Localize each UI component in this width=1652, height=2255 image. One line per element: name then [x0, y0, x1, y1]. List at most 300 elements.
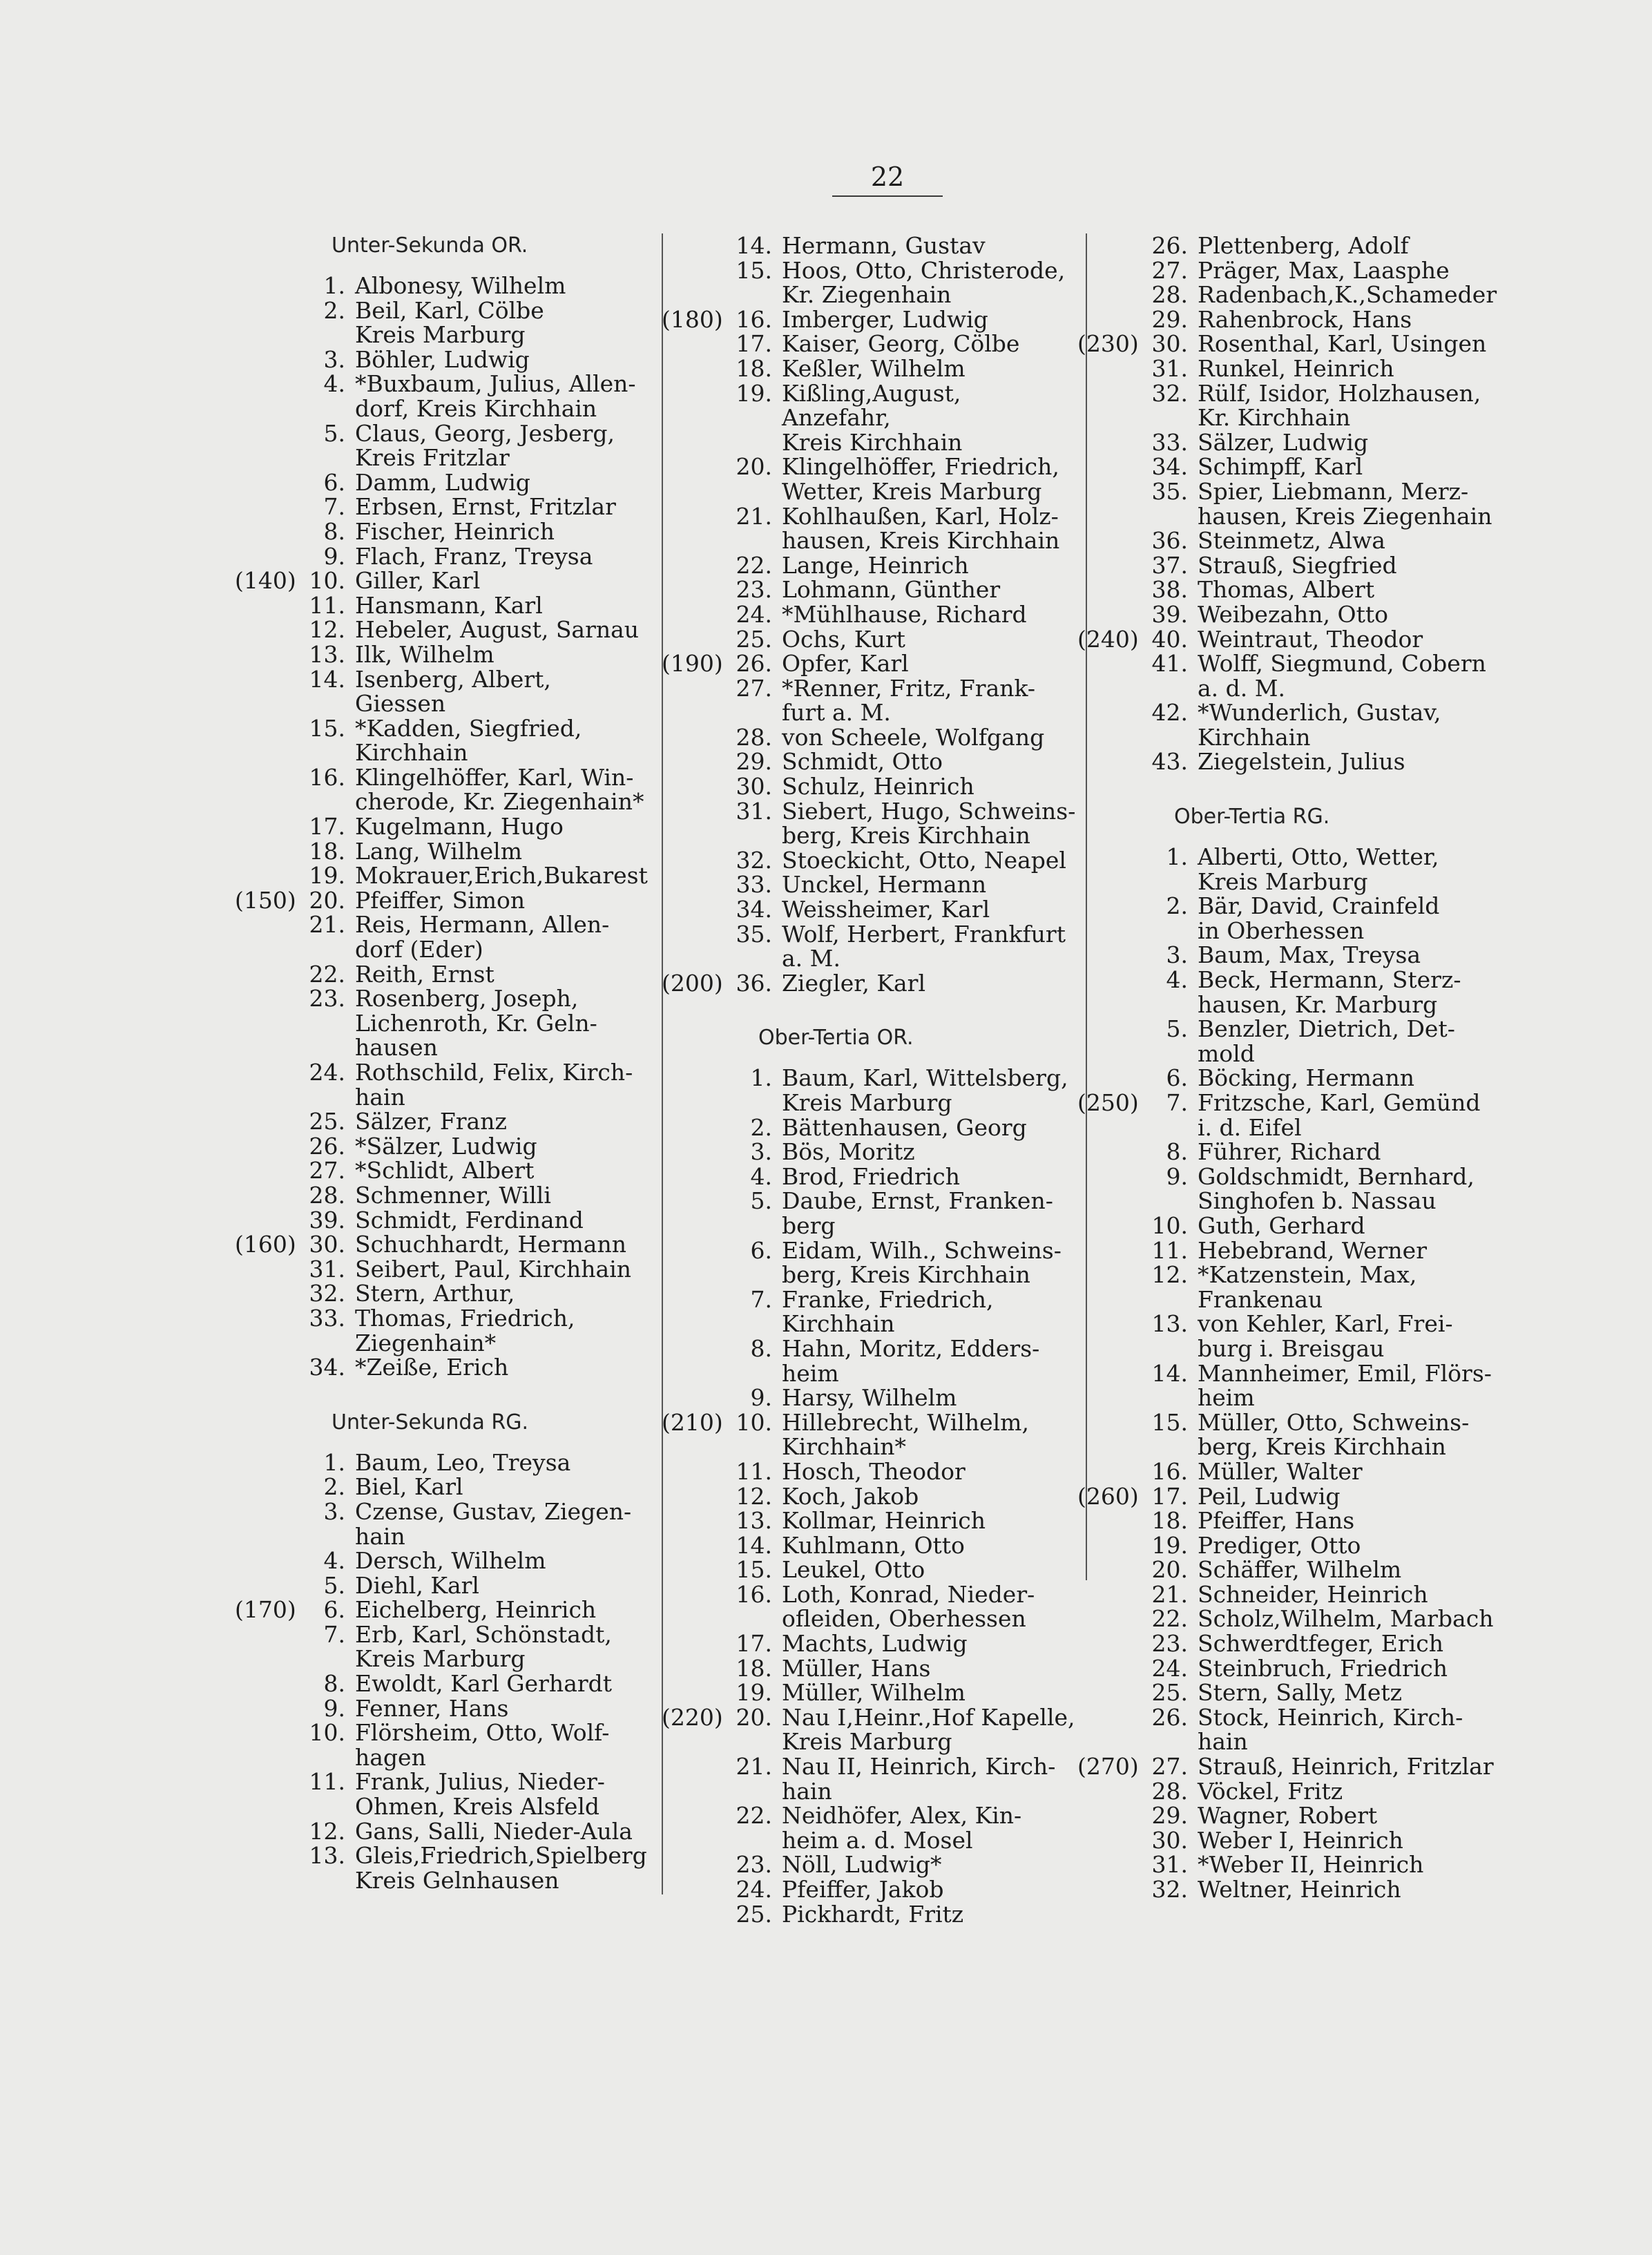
- running-count: [662, 897, 725, 922]
- entry-line: Czense, Gustav, Ziegen-: [355, 1497, 632, 1525]
- running-count: [235, 1134, 298, 1159]
- student-name: [355, 1158, 649, 1183]
- entry-number: 2.: [1166, 892, 1188, 920]
- entry-line: Schwerdtfeger, Erich: [1198, 1630, 1443, 1658]
- list-entry: [662, 356, 1076, 381]
- running-count: [235, 863, 298, 888]
- list-entry: [235, 1134, 649, 1159]
- entry-line: Steinmetz, Alwa: [1198, 527, 1385, 555]
- entry-line: von Scheele, Wolfgang: [782, 723, 1045, 751]
- list-entry: [1077, 307, 1519, 332]
- student-name: [782, 1115, 1076, 1140]
- list-entry: [1077, 1312, 1519, 1361]
- list-entry: [662, 1066, 1076, 1115]
- entry-number: 20.: [1151, 1556, 1188, 1584]
- student-name: [355, 544, 649, 569]
- student-name: [1198, 1705, 1519, 1754]
- running-count: [235, 1450, 298, 1475]
- page-number-rule: [832, 195, 943, 197]
- entry-number: 5.: [323, 419, 345, 447]
- student-name: [782, 1287, 1076, 1336]
- student-name: [782, 848, 1076, 873]
- running-count: [235, 1819, 298, 1844]
- student-name: [1198, 1410, 1519, 1459]
- entry-number: 28.: [309, 1181, 345, 1209]
- entry-line: *Schlidt, Albert: [355, 1157, 535, 1184]
- entry-line: *Zeiße, Erich: [355, 1354, 509, 1381]
- list-entry: [235, 274, 649, 298]
- list-entry: [662, 602, 1076, 627]
- running-count: [662, 1115, 725, 1140]
- running-count: [662, 1140, 725, 1164]
- running-count: [1077, 356, 1141, 381]
- list-entry: [1077, 1557, 1519, 1582]
- running-count: [1077, 258, 1141, 283]
- student-name: [782, 1140, 1076, 1164]
- list-entry: [1077, 553, 1519, 578]
- running-count: [1077, 528, 1141, 553]
- entry-number: 7.: [1166, 1089, 1188, 1116]
- entry-number: 21.: [1151, 1580, 1188, 1608]
- student-name: [1198, 332, 1519, 356]
- entry-line: Brod, Friedrich: [782, 1162, 960, 1190]
- entry-line: berg, Kreis Kirchhain: [782, 1261, 1030, 1289]
- running-count: [1077, 307, 1141, 332]
- list-entry: [1077, 1680, 1519, 1705]
- list-entry: [1077, 1263, 1519, 1312]
- entry-line: a. M.: [782, 945, 841, 972]
- running-count: [662, 1164, 725, 1189]
- entry-line: Ewoldt, Karl Gerhardt: [355, 1670, 613, 1698]
- running-count: [1077, 749, 1141, 774]
- running-count: [1077, 553, 1141, 578]
- entry-line: Kreis Marburg: [782, 1089, 952, 1116]
- entry-line: *Buxbaum, Julius, Allen-: [355, 370, 636, 398]
- entry-line: Weibezahn, Otto: [1198, 600, 1388, 628]
- list-entry: [1077, 894, 1519, 943]
- running-count: [662, 1582, 725, 1631]
- entry-number: 22.: [736, 1802, 772, 1830]
- entry-line: Albonesy, Wilhelm: [355, 272, 566, 299]
- entry-number: 27.: [736, 674, 772, 702]
- list-entry: [235, 765, 649, 814]
- running-count: [1077, 1828, 1141, 1853]
- entry-line: Benzler, Dietrich, Det-: [1198, 1015, 1455, 1043]
- entry-number: 20.: [309, 886, 345, 914]
- student-name: [782, 504, 1076, 553]
- list-entry: [235, 544, 649, 569]
- student-name: [355, 421, 649, 470]
- student-name: [1198, 1091, 1519, 1140]
- entry-number: 17.: [736, 330, 772, 358]
- list-entry: [235, 1843, 649, 1892]
- entry-line: mold: [1198, 1039, 1255, 1067]
- entry-number: 13.: [736, 1507, 772, 1535]
- running-count: [1077, 1656, 1141, 1681]
- entry-number: 23.: [736, 576, 772, 604]
- list-entry: [235, 716, 649, 765]
- student-name: [1198, 553, 1519, 578]
- running-count: [1077, 1557, 1141, 1582]
- running-count: (180): [662, 305, 723, 333]
- entry-line: *Weber II, Heinrich: [1198, 1851, 1424, 1879]
- student-name: [1198, 700, 1519, 749]
- running-count: [1077, 1312, 1141, 1361]
- entry-line: Sälzer, Franz: [355, 1108, 507, 1135]
- student-name: [1198, 1164, 1519, 1213]
- list-entry: [235, 1232, 649, 1257]
- entry-line: Kreis Kirchhain: [782, 428, 963, 456]
- list-entry: [662, 577, 1076, 602]
- entry-number: 14.: [1151, 1359, 1188, 1387]
- list-entry: [235, 1499, 649, 1548]
- entry-line: Ohmen, Kreis Alsfeld: [355, 1793, 600, 1821]
- entry-number: 30.: [1151, 330, 1188, 358]
- list-entry: [662, 504, 1076, 553]
- entry-number: 24.: [736, 600, 772, 628]
- entry-number: 12.: [309, 616, 345, 644]
- student-name: [1198, 1680, 1519, 1705]
- entry-number: 1.: [323, 272, 345, 299]
- student-name: [355, 1232, 649, 1257]
- entry-line: Schmidt, Otto: [782, 748, 943, 776]
- list-entry: [662, 1902, 1076, 1927]
- running-count: [235, 1475, 298, 1499]
- student-name: [355, 1622, 649, 1671]
- running-count: [1077, 1582, 1141, 1607]
- entry-line: Rahenbrock, Hans: [1198, 305, 1412, 333]
- list-entry: [662, 1140, 1076, 1164]
- running-count: [662, 356, 725, 381]
- entry-number: 19.: [1151, 1531, 1188, 1559]
- entry-line: Weissheimer, Karl: [782, 896, 990, 923]
- running-count: [1077, 943, 1141, 968]
- list-entry: [662, 454, 1076, 503]
- running-count: [1077, 381, 1141, 430]
- entry-line: Erbsen, Ernst, Fritzlar: [355, 493, 616, 521]
- student-name: [1198, 1263, 1519, 1312]
- list-entry: [662, 1533, 1076, 1558]
- entry-line: hausen: [355, 1034, 438, 1062]
- entry-number: 24.: [1151, 1654, 1188, 1682]
- entry-line: Nau I,Heinr.,Hof Kapelle,: [782, 1703, 1075, 1731]
- running-count: [1077, 1606, 1141, 1631]
- list-entry: [662, 233, 1076, 258]
- entry-number: 2.: [323, 296, 345, 324]
- entry-line: Reith, Ernst: [355, 960, 494, 988]
- running-count: [662, 1533, 725, 1558]
- entry-number: 15.: [309, 714, 345, 742]
- student-name: [355, 1597, 649, 1622]
- entry-line: Flach, Franz, Treysa: [355, 542, 593, 570]
- entry-number: 9.: [323, 542, 345, 570]
- student-name: [355, 1548, 649, 1573]
- section-spacer: [1077, 774, 1519, 805]
- entry-number: 11.: [309, 1768, 345, 1796]
- student-name: [782, 1238, 1076, 1287]
- entry-line: Präger, Max, Laasphe: [1198, 256, 1450, 284]
- entry-number: 9.: [1166, 1162, 1188, 1190]
- list-entry: [662, 1803, 1076, 1852]
- student-name: [355, 617, 649, 642]
- entry-line: Wolff, Siegmund, Cobern: [1198, 650, 1486, 678]
- entry-number: 32.: [1151, 1876, 1188, 1903]
- list-entry: [662, 1189, 1076, 1238]
- student-name: [355, 298, 649, 347]
- entry-line: dorf (Eder): [355, 936, 483, 963]
- entry-number: 21.: [736, 1753, 772, 1781]
- student-name: [782, 1484, 1076, 1509]
- student-name: [355, 1355, 649, 1380]
- entry-line: Bös, Moritz: [782, 1138, 915, 1166]
- entry-line: Dersch, Wilhelm: [355, 1547, 546, 1575]
- entry-line: Guth, Gerhard: [1198, 1211, 1365, 1239]
- student-name: [355, 986, 649, 1060]
- student-name: [782, 1066, 1076, 1115]
- list-entry: [235, 1671, 649, 1696]
- entry-number: 12.: [1151, 1261, 1188, 1289]
- running-count: [235, 962, 298, 987]
- list-entry: [662, 799, 1076, 848]
- student-name: [1198, 381, 1519, 430]
- entry-line: Schimpff, Karl: [1198, 453, 1363, 481]
- running-count: [1077, 1361, 1141, 1410]
- entry-number: 8.: [750, 1334, 772, 1362]
- list-entry: [662, 1680, 1076, 1705]
- student-name: [782, 1533, 1076, 1558]
- student-name: [782, 356, 1076, 381]
- entry-number: 7.: [750, 1285, 772, 1313]
- running-count: [1077, 282, 1141, 307]
- student-name: [1198, 1213, 1519, 1238]
- running-count: [662, 332, 725, 356]
- entry-line: Ziegler, Karl: [782, 969, 926, 997]
- entry-number: 23.: [309, 985, 345, 1013]
- running-count: [662, 872, 725, 897]
- entry-line: Schäffer, Wilhelm: [1198, 1556, 1402, 1584]
- running-count: [662, 676, 725, 725]
- entry-number: 1.: [323, 1448, 345, 1476]
- entry-number: 20.: [736, 1703, 772, 1731]
- list-entry: [662, 1852, 1076, 1877]
- entry-number: 1.: [1166, 843, 1188, 871]
- section-title: Ober-Tertia OR.: [758, 1026, 914, 1050]
- student-name: [1198, 749, 1519, 774]
- student-name: [782, 332, 1076, 356]
- entry-line: Hermann, Gustav: [782, 232, 986, 259]
- entry-number: 19.: [736, 379, 772, 407]
- student-name: [782, 1582, 1076, 1631]
- entry-line: Führer, Richard: [1198, 1138, 1381, 1166]
- running-count: [235, 1355, 298, 1380]
- entry-line: Neidhöfer, Alex, Kin-: [782, 1802, 1022, 1830]
- entry-number: 18.: [736, 1654, 772, 1682]
- entry-number: 14.: [309, 665, 345, 693]
- entry-line: hain: [355, 1083, 405, 1111]
- running-count: [235, 1060, 298, 1109]
- list-entry: [662, 1582, 1076, 1631]
- list-entry: [662, 258, 1076, 307]
- column-2: [662, 233, 1076, 1926]
- student-name: [355, 568, 649, 593]
- entry-line: Bär, David, Crainfeld: [1198, 892, 1440, 920]
- entry-number: 4.: [750, 1162, 772, 1190]
- entry-line: Schmidt, Ferdinand: [355, 1206, 584, 1234]
- student-name: [355, 863, 649, 888]
- running-count: [1077, 1263, 1141, 1312]
- student-name: [1198, 1238, 1519, 1263]
- list-entry: [662, 774, 1076, 799]
- entry-number: 20.: [736, 453, 772, 481]
- entry-line: Harsy, Wilhelm: [782, 1384, 957, 1412]
- entry-number: 2.: [323, 1473, 345, 1501]
- student-name: [782, 1877, 1076, 1902]
- running-count: [1077, 1066, 1141, 1091]
- entry-number: 16.: [1151, 1457, 1188, 1485]
- entry-line: Rosenberg, Joseph,: [355, 985, 579, 1013]
- entry-number: 27.: [309, 1157, 345, 1184]
- list-entry: [1077, 430, 1519, 455]
- running-count: [1077, 1164, 1141, 1213]
- student-name: [782, 897, 1076, 922]
- student-name: [782, 1385, 1076, 1410]
- running-count: [662, 1754, 725, 1803]
- entry-number: 40.: [1151, 625, 1188, 653]
- running-count: [235, 986, 298, 1060]
- list-entry: [662, 872, 1076, 897]
- running-count: [235, 347, 298, 372]
- entry-number: 19.: [736, 1679, 772, 1707]
- entry-line: Ziegelstein, Julius: [1198, 748, 1405, 776]
- entry-number: 4.: [323, 370, 345, 398]
- student-name: [1198, 1656, 1519, 1681]
- student-name: [782, 1189, 1076, 1238]
- student-name: [1198, 627, 1519, 652]
- entry-line: *Wunderlich, Gustav,: [1198, 699, 1441, 727]
- entry-line: Radenbach,K.,Schameder: [1198, 281, 1497, 309]
- section-title: Unter-Sekunda OR.: [332, 233, 528, 258]
- student-name: [1198, 1803, 1519, 1828]
- list-entry: [1077, 1606, 1519, 1631]
- running-count: [1077, 233, 1141, 258]
- entry-number: 10.: [736, 1408, 772, 1436]
- student-name: [355, 1720, 649, 1769]
- running-count: [235, 912, 298, 961]
- running-count: (220): [662, 1703, 723, 1731]
- entry-number: 18.: [736, 354, 772, 382]
- entry-number: 24.: [309, 1059, 345, 1086]
- running-count: [235, 1548, 298, 1573]
- entry-line: Rülf, Isidor, Holzhausen,: [1198, 379, 1481, 407]
- entry-number: 10.: [309, 567, 345, 595]
- list-entry: [235, 667, 649, 716]
- list-entry: [1077, 479, 1519, 528]
- student-name: [355, 912, 649, 961]
- entry-line: Böcking, Hermann: [1198, 1064, 1415, 1092]
- list-entry: [1077, 627, 1519, 652]
- student-name: [355, 1843, 649, 1892]
- entry-line: Kirchhain: [782, 1310, 895, 1338]
- entry-number: 18.: [309, 837, 345, 865]
- list-entry: [1077, 1705, 1519, 1754]
- running-count: [235, 765, 298, 814]
- student-name: [782, 1803, 1076, 1852]
- student-name: [355, 667, 649, 716]
- entry-number: 14.: [736, 1531, 772, 1559]
- entry-number: 8.: [1166, 1138, 1188, 1166]
- entry-line: Hahn, Moritz, Edders-: [782, 1334, 1040, 1362]
- running-count: [1077, 1410, 1141, 1459]
- running-count: [1077, 1213, 1141, 1238]
- entry-line: Prediger, Otto: [1198, 1531, 1361, 1559]
- list-entry: [1077, 1066, 1519, 1091]
- entry-line: Biel, Karl: [355, 1473, 463, 1501]
- entry-number: 35.: [1151, 477, 1188, 505]
- student-name: [355, 519, 649, 544]
- running-count: (260): [1077, 1482, 1139, 1510]
- entry-line: Reis, Hermann, Allen-: [355, 911, 610, 939]
- running-count: [235, 1499, 298, 1548]
- list-entry: [1077, 1779, 1519, 1804]
- entry-number: 18.: [1151, 1507, 1188, 1535]
- entry-number: 26.: [736, 650, 772, 678]
- entry-line: Isenberg, Albert,: [355, 665, 551, 693]
- entry-number: 15.: [736, 1556, 772, 1584]
- entry-number: 9.: [750, 1384, 772, 1412]
- entry-line: Weltner, Heinrich: [1198, 1876, 1401, 1903]
- student-name: [782, 258, 1076, 307]
- list-entry: [235, 298, 649, 347]
- entry-line: Baum, Max, Treysa: [1198, 941, 1421, 969]
- running-count: [662, 454, 725, 503]
- list-entry: [662, 1238, 1076, 1287]
- entry-line: Kirchhain*: [782, 1433, 906, 1461]
- list-entry: [1077, 1508, 1519, 1533]
- student-name: [782, 454, 1076, 503]
- entry-line: Hebeler, August, Sarnau: [355, 616, 640, 644]
- entry-number: 11.: [1151, 1236, 1188, 1264]
- student-name: [355, 1499, 649, 1548]
- entry-line: Kr. Ziegenhain: [782, 281, 952, 309]
- entry-number: 23.: [736, 1851, 772, 1879]
- list-entry: [235, 495, 649, 519]
- entry-line: Müller, Wilhelm: [782, 1679, 966, 1707]
- student-name: [782, 1459, 1076, 1484]
- entry-line: Strauß, Siegfried: [1198, 551, 1397, 579]
- entry-line: Hillebrecht, Wilhelm,: [782, 1408, 1029, 1436]
- entry-line: Ochs, Kurt: [782, 625, 905, 653]
- list-entry: [1077, 1533, 1519, 1558]
- entry-number: 13.: [309, 640, 345, 668]
- entry-number: 13.: [309, 1842, 345, 1870]
- running-count: [662, 1484, 725, 1509]
- entry-line: Strauß, Heinrich, Fritzlar: [1198, 1753, 1494, 1781]
- running-count: [235, 1573, 298, 1598]
- entry-line: heim a. d. Mosel: [782, 1826, 973, 1854]
- list-entry: [1077, 1852, 1519, 1877]
- entry-number: 39.: [1151, 600, 1188, 628]
- list-entry: [235, 347, 649, 372]
- entry-number: 30.: [1151, 1826, 1188, 1854]
- entry-line: Hosch, Theodor: [782, 1457, 966, 1485]
- entry-number: 36.: [1151, 527, 1188, 555]
- running-count: [1077, 1631, 1141, 1656]
- entry-line: Ziegenhain*: [355, 1329, 497, 1356]
- entry-number: 34.: [1151, 453, 1188, 481]
- list-entry: [235, 1257, 649, 1282]
- entry-number: 29.: [1151, 305, 1188, 333]
- entry-line: Stern, Arthur,: [355, 1280, 515, 1307]
